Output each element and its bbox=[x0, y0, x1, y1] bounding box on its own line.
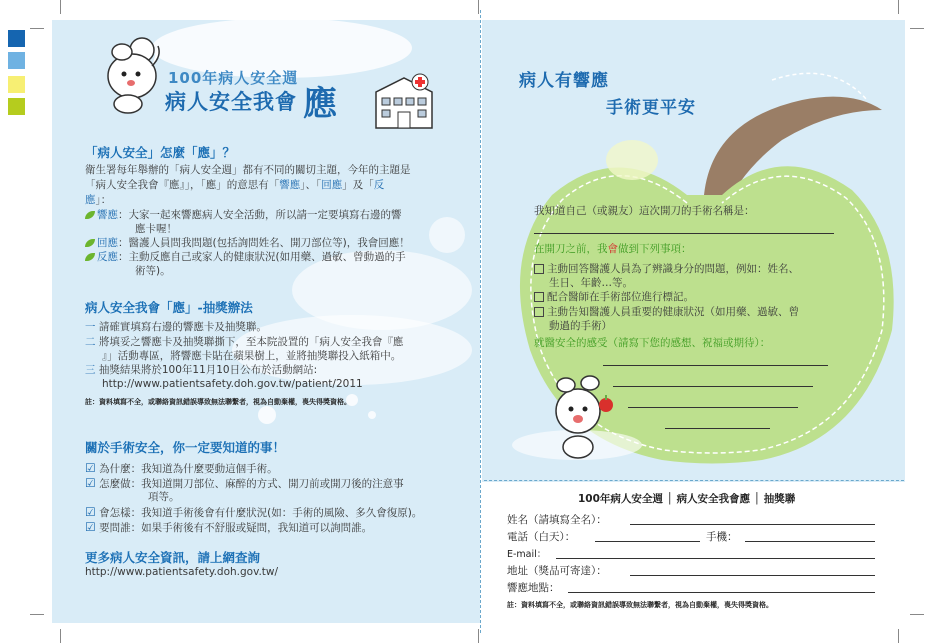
crop-mark bbox=[898, 629, 899, 643]
sec2-note: 註：資料填寫不全，或聯絡資訊錯誤導致無法聯繫者，視為自動棄權，喪失得獎資格。 bbox=[85, 398, 351, 406]
mobile-label: 手機： bbox=[706, 531, 738, 543]
right-title2: 手術更平安 bbox=[606, 98, 696, 118]
sec4-url[interactable]: http://www.patientsafety.doh.gov.tw/ bbox=[85, 566, 279, 578]
item-text: ：我知道開刀部位、麻醉的方式、開刀前或開刀後的注意事 bbox=[130, 478, 404, 490]
sec1-paragraph-line1: 衛生署每年舉辦的「病人安全週」都有不同的關切主題，今年的主題是 bbox=[85, 164, 411, 176]
hospital-icon bbox=[370, 70, 438, 136]
item-text: ：我知道為什麼要動這個手術。 bbox=[130, 463, 278, 475]
step-text: 請確實填寫右邊的響應卡及抽獎聯。 bbox=[98, 321, 267, 333]
sec3-heading: 關於手術安全，你一定要知道的事！ bbox=[85, 440, 286, 455]
item-text: ：如果手術後有不舒服或疑問，我知道可以詢問誰。 bbox=[130, 522, 373, 534]
before-text: 在開刀之前，我 bbox=[534, 243, 608, 255]
crop-mark bbox=[30, 28, 44, 29]
fold-line bbox=[480, 10, 481, 633]
checkbox[interactable] bbox=[534, 264, 544, 274]
header-title-big: 應 bbox=[303, 84, 337, 124]
location-field[interactable] bbox=[568, 592, 875, 593]
sec4-heading: 更多病人安全資訊，請上網查詢 bbox=[85, 550, 261, 565]
keyword-react: 反 bbox=[373, 179, 385, 191]
sec1-sep: 」、「 bbox=[300, 179, 322, 191]
surgery-name-prompt: 我知道自己（或親友）這次開刀的手術名稱是： bbox=[534, 205, 755, 217]
phone-label: 電話（白天）： bbox=[507, 531, 576, 543]
name-label: 姓名（請填寫全名）： bbox=[507, 514, 607, 526]
sec1-item bbox=[85, 236, 410, 251]
check-text: 主動告知醫護人員重要的健康狀況（如用藥、過敏、曾 bbox=[547, 306, 799, 318]
email-field[interactable] bbox=[556, 558, 875, 559]
checked-box-icon: ☑ bbox=[85, 461, 96, 475]
item-text: ：醫護人員問我問題(包括詢問姓名、開刀部位等)，我會回應！ bbox=[118, 237, 410, 249]
sec1-item bbox=[85, 208, 402, 223]
checked-box-icon: ☑ bbox=[85, 520, 96, 534]
surgery-name-field[interactable] bbox=[534, 233, 834, 234]
name-field[interactable] bbox=[630, 524, 875, 525]
swatch-yellow bbox=[8, 76, 25, 93]
sec1-heading: 「病人安全」怎麼「應」？ bbox=[85, 145, 236, 160]
cut-line bbox=[484, 480, 904, 481]
crop-mark bbox=[30, 614, 44, 615]
swatch-blue bbox=[8, 30, 25, 47]
form-title-part: 100年病人安全週 bbox=[578, 493, 663, 505]
checkbox[interactable] bbox=[534, 307, 544, 317]
crop-mark bbox=[898, 0, 899, 14]
item-key: 回應 bbox=[97, 237, 118, 249]
header-title: 病人安全我會 bbox=[165, 90, 297, 114]
address-label: 地址（獎品可寄達）： bbox=[507, 565, 607, 577]
form-title-part: 病人安全我會應 bbox=[676, 493, 751, 505]
check-text: 配合醫師在手術部位進行標記。 bbox=[547, 291, 694, 303]
sec3-item bbox=[85, 461, 278, 477]
sec2-step bbox=[85, 335, 403, 350]
crop-mark bbox=[478, 0, 479, 14]
check-item bbox=[534, 304, 799, 319]
step-text: 將填妥之響應卡及抽獎聯撕下，至本院設置的「病人安全我會『應 bbox=[98, 336, 404, 348]
step-text: 抽獎結果將於100年11月10日公布於活動網站: bbox=[98, 364, 318, 376]
item-key: 要問誰 bbox=[99, 522, 131, 534]
mascot-icon bbox=[98, 36, 164, 114]
sec3-item bbox=[85, 476, 404, 492]
leaf-icon bbox=[85, 239, 95, 247]
step-number: 二 bbox=[85, 336, 96, 348]
header-subtitle: 100年病人安全週 bbox=[168, 69, 299, 87]
swatch-light-blue bbox=[8, 52, 25, 69]
item-key: 響應 bbox=[97, 209, 118, 221]
check-text-cont: 動過的手術） bbox=[549, 320, 612, 332]
crop-mark bbox=[910, 28, 924, 29]
keyword-reply: 回應 bbox=[321, 179, 343, 191]
crop-mark bbox=[60, 0, 61, 14]
sec2-step bbox=[85, 320, 267, 335]
sec2-heading: 病人安全我會「應」-抽獎辦法 bbox=[85, 300, 253, 315]
crop-mark bbox=[910, 614, 924, 615]
leaf-icon bbox=[85, 211, 95, 219]
checkbox[interactable] bbox=[534, 292, 544, 302]
item-key: 怎麼做 bbox=[99, 478, 131, 490]
feelings-line[interactable] bbox=[613, 386, 813, 387]
checked-box-icon: ☑ bbox=[85, 476, 96, 490]
feelings-line[interactable] bbox=[603, 365, 828, 366]
item-key: 為什麼 bbox=[99, 463, 131, 475]
sec1-text: 「病人安全我會『應』」，「應」的意思有「 bbox=[85, 179, 280, 191]
mascot-apple-icon bbox=[548, 371, 620, 463]
form-note: 註：資料填寫不全，或聯絡資訊錯誤導致無法聯繫者，視為自動棄權，喪失得獎資格。 bbox=[507, 601, 773, 609]
step-number: 三 bbox=[85, 364, 96, 376]
sec1-text-end: 」： bbox=[95, 194, 112, 206]
mobile-field[interactable] bbox=[745, 541, 875, 542]
item-key: 反應 bbox=[97, 251, 118, 263]
feelings-line[interactable] bbox=[665, 428, 770, 429]
swatch-green bbox=[8, 98, 25, 115]
check-text: 主動回答醫護人員為了辨識身分的問題，例如：姓名、 bbox=[547, 263, 799, 275]
feelings-prompt: 就醫安全的感受（請寫下您的感想、祝福或期待）： bbox=[534, 337, 771, 349]
form-title: 100年病人安全週 │ 病人安全我會應 │ 抽獎聯 bbox=[578, 493, 796, 505]
keyword-react-end: 應 bbox=[85, 194, 96, 206]
crop-mark bbox=[478, 629, 479, 643]
step-text-cont: 』」活動專區，將響應卡貼在蘋果樹上，並將抽獎聯投入紙箱中。 bbox=[102, 350, 402, 362]
check-item bbox=[534, 261, 799, 276]
right-title1: 病人有響應 bbox=[519, 71, 609, 91]
leaf-icon bbox=[85, 253, 95, 261]
before-emphasis: 會 bbox=[607, 243, 618, 255]
crop-mark bbox=[60, 629, 61, 643]
sec2-step bbox=[85, 363, 317, 378]
item-key: 會怎樣 bbox=[99, 507, 131, 519]
keyword-respond: 響應 bbox=[279, 179, 301, 191]
sec3-item bbox=[85, 505, 422, 521]
sec1-item bbox=[85, 250, 406, 265]
before-surgery-heading bbox=[534, 241, 692, 256]
item-text: ：我知道手術後會有什麼狀況(如：手術的風險、多久會復原)。 bbox=[130, 507, 423, 519]
step-url[interactable]: http://www.patientsafety.doh.gov.tw/patient/2011 bbox=[102, 378, 363, 390]
item-text: ：大家一起來響應病人安全活動，所以請一定要填寫右邊的響 bbox=[118, 209, 402, 221]
before-text-end: 做到下列事項： bbox=[618, 243, 692, 255]
check-item bbox=[534, 289, 694, 304]
phone-field[interactable] bbox=[595, 541, 700, 542]
email-label: E-mail： bbox=[507, 549, 547, 560]
item-text: ：主動反應自己或家人的健康狀況(如用藥、過敏、曾動過的手 bbox=[118, 251, 406, 263]
address-field[interactable] bbox=[630, 575, 875, 576]
check-text-cont: 生日、年齡…等。 bbox=[549, 277, 633, 289]
sec1-sep: 」及「 bbox=[342, 179, 374, 191]
item-text-cont: 術等)。 bbox=[135, 265, 171, 277]
feelings-line[interactable] bbox=[628, 407, 798, 408]
item-text-cont: 項等。 bbox=[148, 491, 180, 503]
form-title-part: 抽獎聯 bbox=[763, 493, 796, 505]
step-number: 一 bbox=[85, 321, 96, 333]
sec1-paragraph-line3 bbox=[85, 193, 111, 208]
location-label: 響應地點： bbox=[507, 582, 560, 594]
sec1-paragraph-line2 bbox=[85, 178, 384, 193]
item-text-cont: 應卡喔！ bbox=[135, 223, 177, 235]
checked-box-icon: ☑ bbox=[85, 505, 96, 519]
sec3-item bbox=[85, 520, 372, 536]
